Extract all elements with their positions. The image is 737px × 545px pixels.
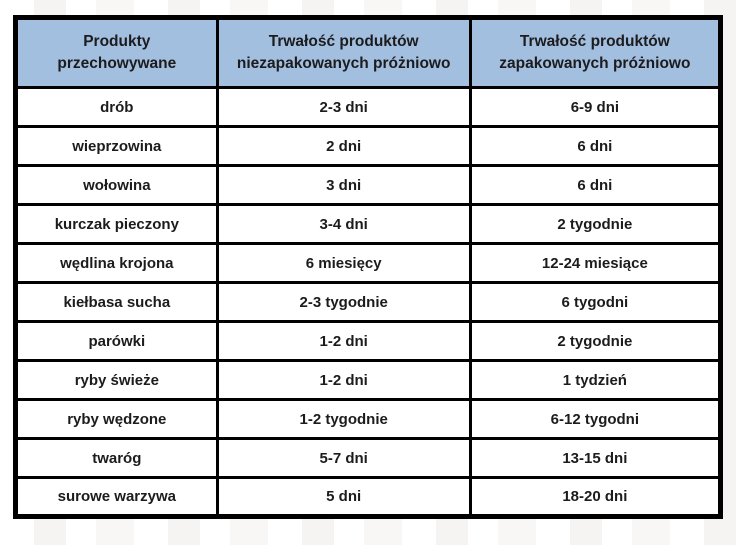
table-body	[16, 88, 721, 517]
table-row	[16, 361, 721, 400]
packed-durability-cell: 18-20 dni	[470, 478, 720, 517]
packed-durability-cell: 12-24 miesiące	[470, 244, 720, 283]
product-cell: kiełbasa sucha	[16, 283, 218, 322]
packed-durability-cell: 6 dni	[470, 166, 720, 205]
unpacked-durability-cell: 2-3 dni	[217, 88, 470, 127]
table-row	[16, 88, 721, 127]
product-cell: kurczak pieczony	[16, 205, 218, 244]
header-unpacked-durability: Trwałość produktów niezapakowanych próżniowo	[217, 18, 470, 88]
unpacked-durability-cell: 3-4 dni	[217, 205, 470, 244]
product-cell: ryby świeże	[16, 361, 218, 400]
product-cell: wieprzowina	[16, 127, 218, 166]
header-packed-durability: Trwałość produktów zapakowanych próżniowo	[470, 18, 720, 88]
packed-durability-cell: 13-15 dni	[470, 439, 720, 478]
packed-durability-cell: 6 tygodni	[470, 283, 720, 322]
packed-durability-cell: 6-9 dni	[470, 88, 720, 127]
unpacked-durability-cell: 5-7 dni	[217, 439, 470, 478]
table-row	[16, 205, 721, 244]
unpacked-durability-cell: 3 dni	[217, 166, 470, 205]
packed-durability-cell: 6 dni	[470, 127, 720, 166]
unpacked-durability-cell: 6 miesięcy	[217, 244, 470, 283]
table-row	[16, 322, 721, 361]
packed-durability-cell: 1 tydzień	[470, 361, 720, 400]
table-row	[16, 127, 721, 166]
product-cell: drób	[16, 88, 218, 127]
durability-table-container	[13, 15, 723, 519]
product-cell: wędlina krojona	[16, 244, 218, 283]
table-row	[16, 400, 721, 439]
unpacked-durability-cell: 5 dni	[217, 478, 470, 517]
table-row	[16, 478, 721, 517]
unpacked-durability-cell: 2-3 tygodnie	[217, 283, 470, 322]
packed-durability-cell: 2 tygodnie	[470, 322, 720, 361]
product-cell: twaróg	[16, 439, 218, 478]
packed-durability-cell: 6-12 tygodni	[470, 400, 720, 439]
unpacked-durability-cell: 1-2 dni	[217, 361, 470, 400]
product-cell: ryby wędzone	[16, 400, 218, 439]
table-row	[16, 166, 721, 205]
table-row	[16, 244, 721, 283]
unpacked-durability-cell: 1-2 dni	[217, 322, 470, 361]
table-row	[16, 283, 721, 322]
packed-durability-cell: 2 tygodnie	[470, 205, 720, 244]
unpacked-durability-cell: 1-2 tygodnie	[217, 400, 470, 439]
unpacked-durability-cell: 2 dni	[217, 127, 470, 166]
product-cell: surowe warzywa	[16, 478, 218, 517]
durability-table	[13, 15, 723, 519]
product-cell: parówki	[16, 322, 218, 361]
product-cell: wołowina	[16, 166, 218, 205]
header-products: Produkty przechowywane	[16, 18, 218, 88]
table-row	[16, 439, 721, 478]
table-header-row	[16, 18, 721, 88]
